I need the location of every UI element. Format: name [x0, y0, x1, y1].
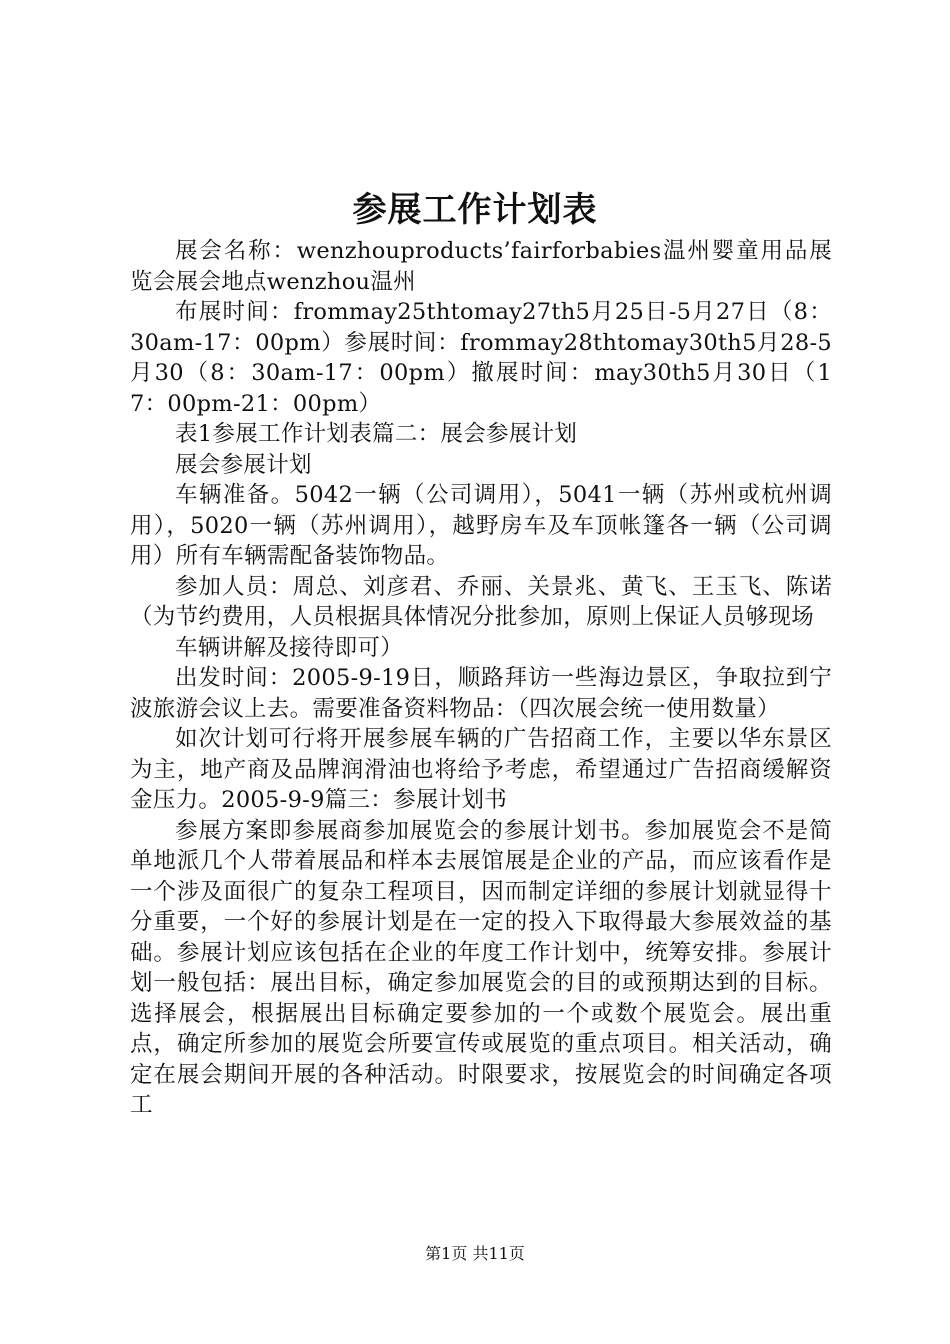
paragraph: 布展时间：frommay25thtomay27th5月25日-5月27日（8：30am-17：00pm）参展时间：frommay28thtomay30th5月28-5月30（8：30am-17：00pm）撤展时间：may30th5月30日（17：00pm-21：00pm）: [130, 299, 832, 417]
paragraph: 展会名称：wenzhouproducts’fairforbabies温州婴童用品展览会展会地点wenzhou温州: [130, 238, 832, 295]
paragraph: 车辆准备。5042一辆（公司调用），5041一辆（苏州或杭州调用），5020一辆（苏州调用），越野房车及车顶帐篷各一辆（公司调用）所有车辆需配备装饰物品。: [130, 482, 832, 569]
paragraph: 参加人员：周总、刘彦君、乔丽、关景兆、黄飞、王玉飞、陈诺（为节约费用，人员根据具体情况分批参加，原则上保证人员够现场: [130, 573, 832, 630]
paragraph: 如次计划可行将开展参展车辆的广告招商工作，主要以华东景区为主，地产商及品牌润滑油也将给予考虑，希望通过广告招商缓解资金压力。2005-9-9篇三：参展计划书: [130, 726, 832, 813]
paragraph: 车辆讲解及接待即可）: [175, 634, 404, 661]
paragraph: 展会参展计划: [175, 451, 312, 478]
paragraph: 出发时间：2005-9-19日，顺路拜访一些海边景区，争取拉到宁波旅游会议上去。需要准备资料物品：（四次展会统一使用数量）: [130, 665, 832, 722]
paragraph: 表1参展工作计划表篇二：展会参展计划: [175, 421, 578, 447]
document-body: [130, 236, 832, 1121]
document-title: 参展工作计划表: [352, 190, 598, 230]
paragraph: 参展方案即参展商参加展览会的参展计划书。参加展览会不是简单地派几个人带着展品和样本去展馆展是企业的产品，而应该看作是一个涉及面很广的复杂工程项目，因而制定详细的参展计划就显得十分重要，一个好的参展计划是在一定的投入下取得最大参展效益的基础。参展计划应该包括在企业的年度工作计划中，统筹安排。参展计划一般包括：展出目标，确定参加展览会的目的或预期达到的目标。选择展会，根据展出目标确定要参加的一个或数个展览会。展出重点，确定所参加的展览会所要宣传或展览的重点项目。相关活动，确定在展会期间开展的各种活动。时限要求，按展览会的时间确定各项工: [130, 817, 832, 1118]
page-footer: 第1页 共11页: [425, 1244, 525, 1263]
